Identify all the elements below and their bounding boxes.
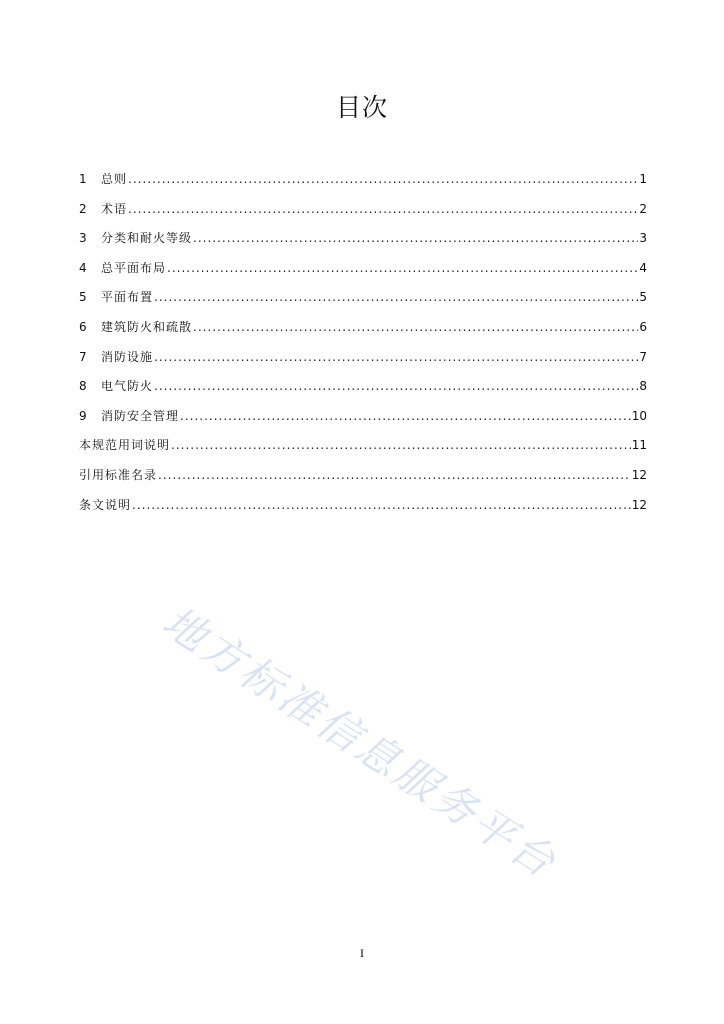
toc-entry-page: 4 bbox=[639, 260, 647, 275]
toc-entry-page: 6 bbox=[639, 319, 647, 334]
toc-entry[interactable] bbox=[79, 466, 647, 496]
toc-entry-label: 条文说明 bbox=[79, 497, 132, 512]
toc-entry-page: 7 bbox=[639, 349, 647, 364]
toc-entry-number: 1 bbox=[79, 172, 87, 186]
toc-dot-leader bbox=[193, 320, 638, 334]
toc-entry[interactable] bbox=[79, 200, 647, 230]
toc-entry-number: 8 bbox=[79, 379, 87, 394]
toc-entry[interactable] bbox=[79, 259, 647, 289]
toc-entry-page: 12 bbox=[631, 467, 647, 482]
toc-dot-leader bbox=[132, 498, 631, 512]
toc-dot-leader bbox=[158, 468, 631, 482]
toc-entry-label: 分类和耐火等级 bbox=[101, 231, 193, 246]
toc-entry[interactable] bbox=[79, 377, 647, 407]
toc-entry[interactable] bbox=[79, 318, 647, 348]
toc-dot-leader bbox=[128, 172, 638, 186]
watermark: 地方标准信息服务平台 bbox=[153, 596, 567, 889]
toc-dot-leader bbox=[154, 350, 638, 364]
toc-dot-leader bbox=[193, 231, 638, 245]
toc-entry[interactable] bbox=[79, 407, 647, 437]
toc-entry-label: 消防设施 bbox=[101, 349, 154, 364]
table-of-contents bbox=[79, 170, 647, 525]
toc-dot-leader bbox=[171, 438, 631, 452]
toc-dot-leader bbox=[128, 202, 638, 216]
toc-entry[interactable] bbox=[79, 496, 647, 526]
toc-entry-number: 2 bbox=[79, 201, 87, 216]
toc-dot-leader bbox=[154, 379, 638, 393]
toc-entry-number: 4 bbox=[79, 260, 87, 275]
toc-entry[interactable] bbox=[79, 229, 647, 259]
toc-entry-label: 本规范用词说明 bbox=[79, 438, 171, 453]
toc-entry-page: 2 bbox=[639, 201, 647, 216]
toc-entry-page: 3 bbox=[639, 231, 647, 246]
toc-entry[interactable] bbox=[79, 348, 647, 378]
toc-entry[interactable] bbox=[79, 288, 647, 318]
toc-entry-label: 术语 bbox=[101, 201, 128, 216]
toc-entry-label: 平面布置 bbox=[101, 290, 154, 305]
toc-entry-page: 12 bbox=[631, 497, 647, 512]
toc-entry-label: 总平面布局 bbox=[101, 260, 167, 275]
toc-dot-leader bbox=[154, 290, 638, 304]
page-number: I bbox=[360, 946, 364, 960]
toc-entry[interactable] bbox=[79, 170, 647, 200]
toc-entry-label: 消防安全管理 bbox=[101, 408, 180, 423]
toc-entry-label: 引用标准名录 bbox=[79, 467, 158, 482]
toc-entry-number: 7 bbox=[79, 349, 87, 364]
toc-entry-label: 建筑防火和疏散 bbox=[101, 319, 193, 334]
toc-dot-leader bbox=[180, 409, 631, 423]
toc-entry-number: 6 bbox=[79, 319, 87, 334]
toc-dot-leader bbox=[167, 261, 638, 275]
toc-entry-page: 5 bbox=[639, 290, 647, 305]
toc-entry-page: 8 bbox=[639, 379, 647, 394]
toc-entry-number: 3 bbox=[79, 231, 87, 246]
toc-entry-label: 电气防火 bbox=[101, 379, 154, 394]
toc-entry-label: 总则 bbox=[101, 172, 128, 186]
page-title: 目次 bbox=[335, 93, 388, 122]
toc-entry-page: 1 bbox=[639, 172, 647, 186]
toc-entry-number: 9 bbox=[79, 408, 87, 423]
toc-entry[interactable] bbox=[79, 436, 647, 466]
toc-entry-page: 11 bbox=[631, 438, 647, 453]
toc-entry-page: 10 bbox=[631, 408, 647, 423]
toc-entry-number: 5 bbox=[79, 290, 87, 305]
